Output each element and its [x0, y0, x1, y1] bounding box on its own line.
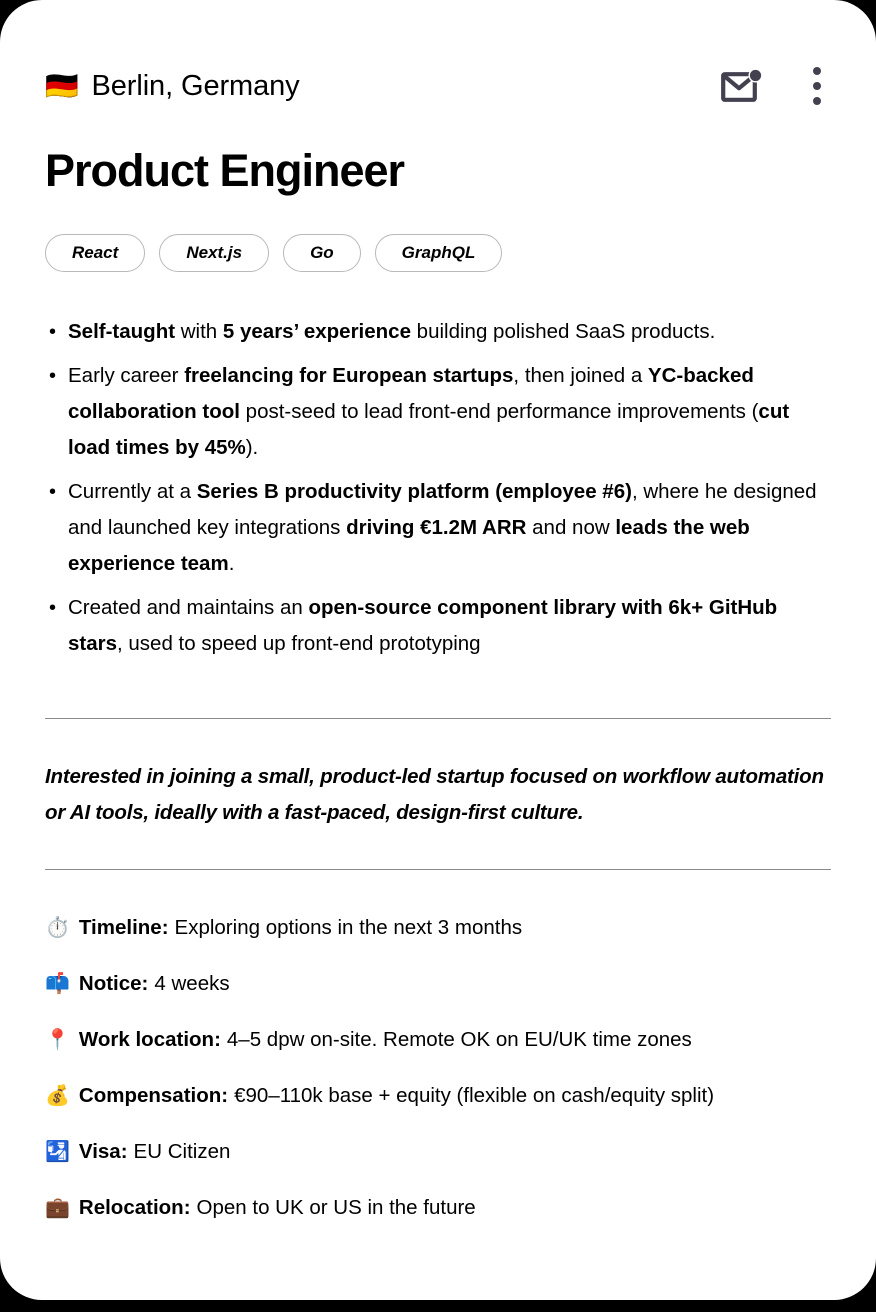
location-label: Berlin, Germany: [91, 69, 300, 102]
dot: [813, 82, 821, 90]
card-header: [45, 0, 831, 114]
skill-tag[interactable]: GraphQL: [375, 234, 503, 272]
highlights-list: [45, 314, 831, 662]
divider-bottom: [45, 869, 831, 870]
list-item: • Created and maintains an open-source component library with 6k+ GitHub stars, used to speed up front-end prototyping: [45, 590, 831, 662]
meta-value: Open to UK or US in the future: [196, 1195, 476, 1219]
skill-tag[interactable]: Next.js: [159, 234, 269, 272]
meta-label: Visa:: [78, 1139, 128, 1163]
list-item: • Currently at a Series B productivity platform (employee #6), where he designed and launched key integrations driving €1.2M ARR and now leads the web experience team.: [45, 474, 831, 582]
mailbox-icon: 📫: [45, 972, 70, 995]
meta-row-compensation: [45, 1080, 831, 1112]
interest-statement: Interested in joining a small, product-led startup focused on workflow automation or AI tools, ideally with a fast-paced, design-first culture.: [45, 764, 824, 824]
meta-label: Relocation:: [78, 1195, 191, 1219]
money-bag-icon: 💰: [45, 1084, 70, 1107]
flag-icon: 🇩🇪: [45, 70, 79, 101]
skill-tag[interactable]: Go: [283, 234, 361, 272]
meta-row-timeline: [45, 912, 831, 944]
map-pin-icon: 📍: [45, 1028, 70, 1051]
more-vertical-icon[interactable]: [803, 63, 831, 109]
list-item: • Self-taught with 5 years’ experience building polished SaaS products.: [45, 314, 831, 350]
location-row: [45, 70, 300, 103]
skill-tags: [45, 234, 831, 272]
meta-row-visa: [45, 1136, 831, 1168]
header-actions: [721, 63, 831, 109]
briefcase-icon: 💼: [45, 1196, 70, 1219]
dot: [813, 67, 821, 75]
meta-label: Notice:: [78, 971, 149, 995]
meta-value: 4–5 dpw on-site. Remote OK on EU/UK time zones: [226, 1027, 692, 1051]
meta-value: EU Citizen: [133, 1139, 231, 1163]
interest-block: [45, 719, 831, 869]
page-title: Product Engineer: [45, 145, 405, 196]
stopwatch-icon: ⏱️: [45, 916, 70, 939]
meta-row-notice: [45, 968, 831, 1000]
mail-with-notification-icon[interactable]: [721, 69, 763, 103]
skill-tag[interactable]: React: [45, 234, 145, 272]
meta-row-relocation: [45, 1192, 831, 1224]
meta-label: Timeline:: [78, 915, 169, 939]
list-item: • Early career freelancing for European startups, then joined a YC-backed collaboration tool post-seed to lead front-end performance improvements (cut load times by 45%).: [45, 358, 831, 466]
meta-row-work-location: [45, 1024, 831, 1056]
meta-list: [45, 912, 831, 1224]
meta-label: Work location:: [78, 1027, 221, 1051]
passport-control-icon: 🛂: [45, 1140, 70, 1163]
meta-value: €90–110k base + equity (flexible on cash/equity split): [234, 1083, 715, 1107]
dot: [813, 97, 821, 105]
meta-value: Exploring options in the next 3 months: [174, 915, 523, 939]
meta-value: 4 weeks: [154, 971, 230, 995]
meta-label: Compensation:: [78, 1083, 229, 1107]
